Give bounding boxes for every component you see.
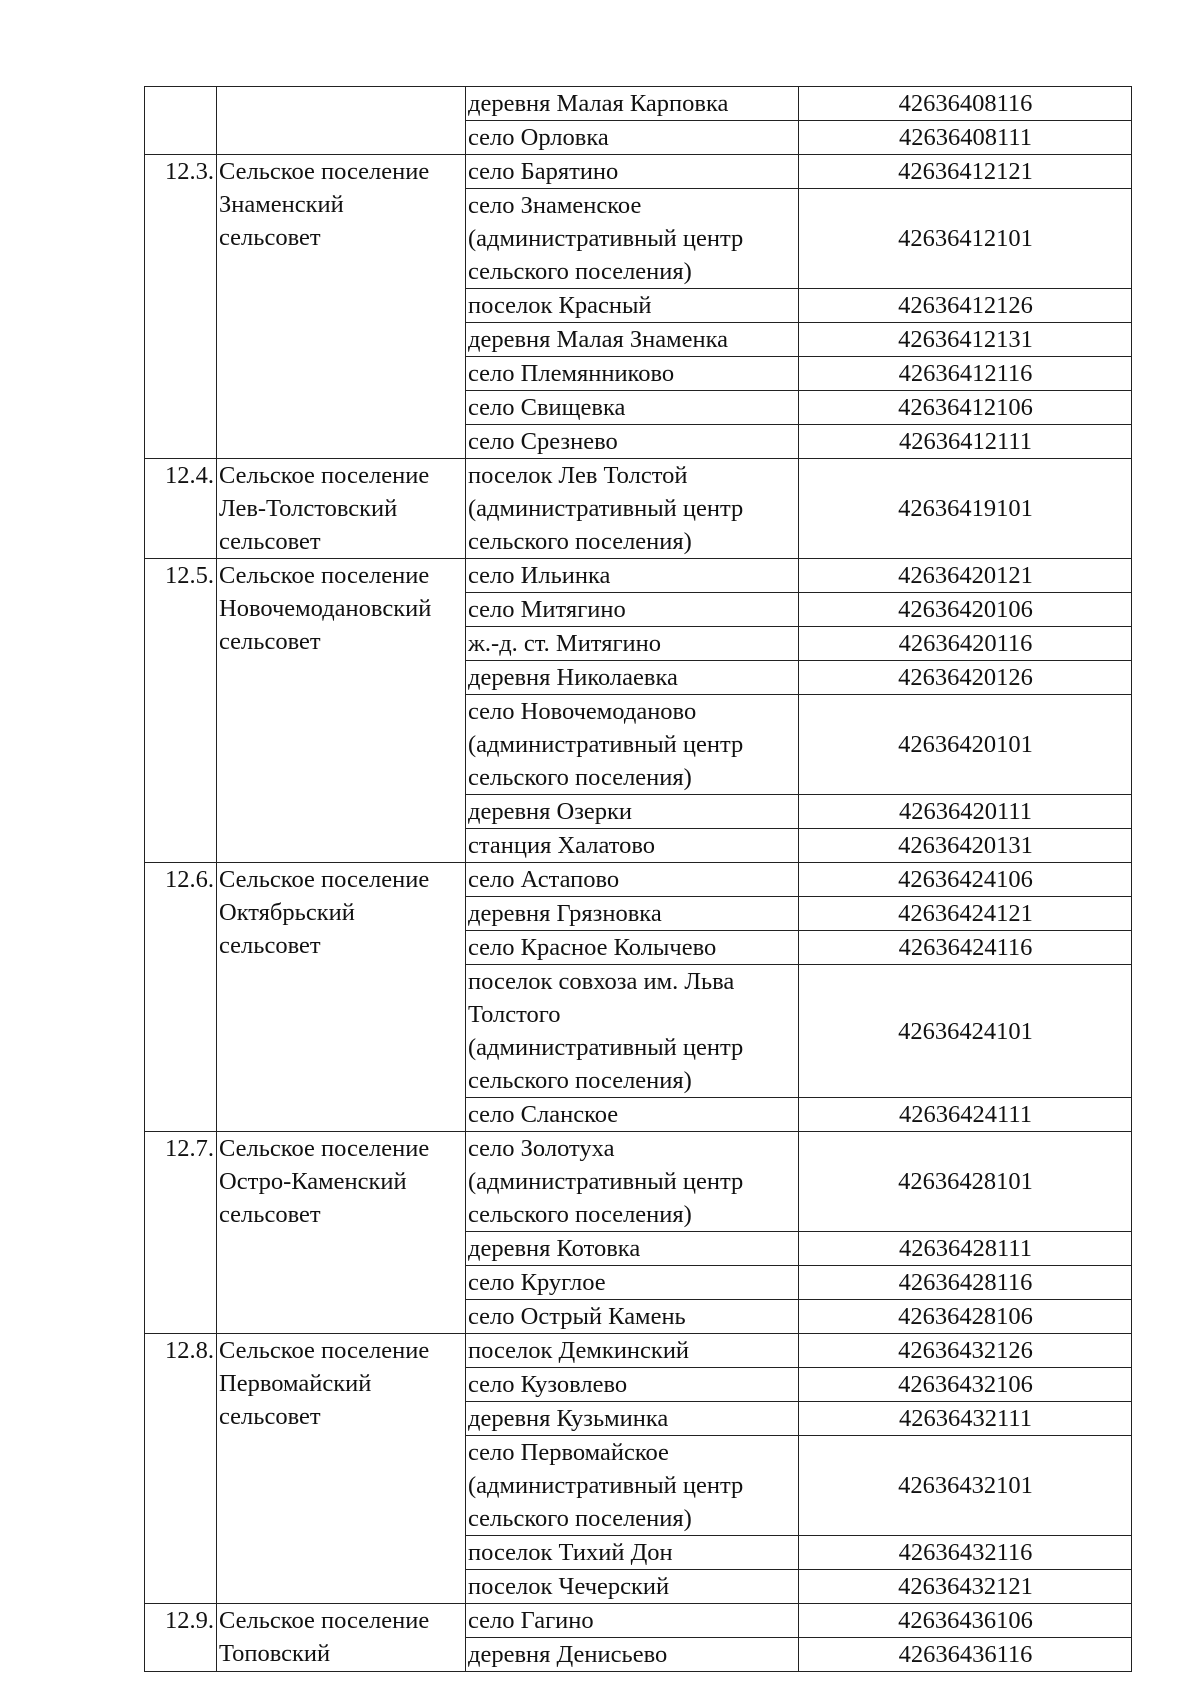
oktmo-code-cell: 42636424116 — [799, 931, 1132, 965]
locality-name-line: село Золотуха — [468, 1135, 615, 1162]
oktmo-code-cell: 42636424111 — [799, 1098, 1132, 1132]
locality-name-cell — [466, 863, 799, 897]
settlement-name-line: Сельское поселение — [219, 866, 430, 893]
locality-name-line: сельского поселения) — [468, 258, 692, 285]
oktmo-code-cell: 42636412131 — [799, 323, 1132, 357]
locality-name-cell — [466, 1638, 799, 1672]
table-row — [145, 1132, 1132, 1232]
settlement-code-table — [144, 86, 1132, 1672]
locality-name-cell — [466, 357, 799, 391]
settlement-name-line: сельсовет — [219, 932, 321, 959]
settlement-name-line: Первомайский — [219, 1370, 372, 1397]
locality-name-line: село Острый Камень — [468, 1303, 686, 1330]
locality-name-line: село Красное Колычево — [468, 934, 717, 961]
oktmo-code-cell: 42636428116 — [799, 1266, 1132, 1300]
locality-name-cell — [466, 289, 799, 323]
locality-name-line: деревня Денисьево — [468, 1641, 668, 1668]
locality-name-cell — [466, 1402, 799, 1436]
oktmo-code-cell: 42636420126 — [799, 661, 1132, 695]
oktmo-code-cell: 42636408111 — [799, 121, 1132, 155]
table-row — [145, 559, 1132, 593]
locality-name-cell — [466, 1232, 799, 1266]
locality-name-cell — [466, 965, 799, 1098]
settlement-name-line: сельсовет — [219, 224, 321, 251]
oktmo-code-cell: 42636428106 — [799, 1300, 1132, 1334]
locality-name-cell — [466, 87, 799, 121]
table-body — [145, 87, 1132, 1672]
oktmo-code-cell: 42636412116 — [799, 357, 1132, 391]
settlement-name-cell — [217, 87, 466, 155]
section-number: 12.4. — [145, 459, 217, 559]
locality-name-line: село Знаменское — [468, 192, 642, 219]
locality-name-cell — [466, 593, 799, 627]
locality-name-line: село Племянниково — [468, 360, 675, 387]
oktmo-code-cell: 42636419101 — [799, 459, 1132, 559]
settlement-name-cell — [217, 1604, 466, 1672]
locality-name-cell — [466, 1570, 799, 1604]
oktmo-code-cell: 42636432116 — [799, 1536, 1132, 1570]
locality-name-line: село Новочемоданово — [468, 698, 697, 725]
locality-name-line: село Орловка — [468, 124, 609, 151]
locality-name-line: село Ильинка — [468, 562, 611, 589]
settlement-name-line: Знаменский — [219, 191, 344, 218]
settlement-name-line: Сельское поселение — [219, 1135, 430, 1162]
settlement-name-line: Сельское поселение — [219, 158, 430, 185]
locality-name-cell — [466, 459, 799, 559]
locality-name-cell — [466, 661, 799, 695]
locality-name-line: поселок Чечерский — [468, 1573, 670, 1600]
oktmo-code-cell: 42636420121 — [799, 559, 1132, 593]
locality-name-cell — [466, 695, 799, 795]
oktmo-code-cell: 42636432111 — [799, 1402, 1132, 1436]
oktmo-code-cell: 42636412126 — [799, 289, 1132, 323]
locality-name-line: Толстого — [468, 1001, 561, 1028]
locality-name-line: (административный центр — [468, 1034, 744, 1061]
locality-name-line: село Первомайское — [468, 1439, 669, 1466]
section-number: 12.5. — [145, 559, 217, 863]
oktmo-code-cell: 42636412106 — [799, 391, 1132, 425]
settlement-name-line: сельсовет — [219, 1201, 321, 1228]
oktmo-code-cell: 42636424121 — [799, 897, 1132, 931]
locality-name-cell — [466, 897, 799, 931]
locality-name-line: село Срезнево — [468, 428, 618, 455]
settlement-name-line: Сельское поселение — [219, 1607, 430, 1634]
locality-name-line: село Круглое — [468, 1269, 606, 1296]
oktmo-code-cell: 42636436116 — [799, 1638, 1132, 1672]
locality-name-line: сельского поселения) — [468, 1067, 692, 1094]
locality-name-cell — [466, 559, 799, 593]
settlement-name-cell — [217, 559, 466, 863]
locality-name-line: сельского поселения) — [468, 528, 692, 555]
oktmo-code-cell: 42636408116 — [799, 87, 1132, 121]
settlement-name-line: сельсовет — [219, 628, 321, 655]
locality-name-line: поселок совхоза им. Льва — [468, 968, 735, 995]
settlement-name-line: Сельское поселение — [219, 562, 430, 589]
oktmo-code-cell: 42636420131 — [799, 829, 1132, 863]
locality-name-cell — [466, 1604, 799, 1638]
section-number: 12.7. — [145, 1132, 217, 1334]
locality-name-cell — [466, 189, 799, 289]
oktmo-code-cell: 42636420116 — [799, 627, 1132, 661]
table-row — [145, 1334, 1132, 1368]
settlement-name-cell — [217, 459, 466, 559]
settlement-name-cell — [217, 155, 466, 459]
settlement-name-line: сельсовет — [219, 1403, 321, 1430]
locality-name-line: село Барятино — [468, 158, 619, 185]
settlement-name-line: Остро-Каменский — [219, 1168, 407, 1195]
locality-name-line: поселок Лев Толстой — [468, 462, 688, 489]
section-number — [145, 87, 217, 155]
locality-name-line: село Астапово — [468, 866, 620, 893]
oktmo-code-cell: 42636432126 — [799, 1334, 1132, 1368]
locality-name-line: сельского поселения) — [468, 1201, 692, 1228]
locality-name-line: деревня Котовка — [468, 1235, 641, 1262]
oktmo-code-cell: 42636424106 — [799, 863, 1132, 897]
locality-name-cell — [466, 1334, 799, 1368]
settlement-name-line: Лев-Толстовский — [219, 495, 398, 522]
oktmo-code-cell: 42636420106 — [799, 593, 1132, 627]
settlement-name-cell — [217, 1132, 466, 1334]
locality-name-cell — [466, 425, 799, 459]
oktmo-code-cell: 42636428111 — [799, 1232, 1132, 1266]
oktmo-code-cell: 42636420101 — [799, 695, 1132, 795]
locality-name-line: деревня Грязновка — [468, 900, 662, 927]
section-number: 12.6. — [145, 863, 217, 1132]
settlement-name-cell — [217, 863, 466, 1132]
section-number: 12.9. — [145, 1604, 217, 1672]
locality-name-cell — [466, 1436, 799, 1536]
locality-name-line: (административный центр — [468, 731, 744, 758]
table-row — [145, 1604, 1132, 1638]
locality-name-cell — [466, 795, 799, 829]
oktmo-code-cell: 42636412121 — [799, 155, 1132, 189]
locality-name-cell — [466, 155, 799, 189]
locality-name-line: село Кузовлево — [468, 1371, 628, 1398]
locality-name-cell — [466, 323, 799, 357]
oktmo-code-cell: 42636432101 — [799, 1436, 1132, 1536]
settlement-name-line: Топовский — [219, 1640, 331, 1667]
table-row — [145, 459, 1132, 559]
section-number: 12.3. — [145, 155, 217, 459]
locality-name-cell — [466, 121, 799, 155]
locality-name-line: село Митягино — [468, 596, 626, 623]
locality-name-line: деревня Озерки — [468, 798, 633, 825]
locality-name-cell — [466, 1536, 799, 1570]
settlement-name-line: сельсовет — [219, 528, 321, 555]
oktmo-code-cell: 42636420111 — [799, 795, 1132, 829]
locality-name-cell — [466, 391, 799, 425]
locality-name-line: деревня Малая Карповка — [468, 90, 729, 117]
locality-name-cell — [466, 1132, 799, 1232]
locality-name-cell — [466, 627, 799, 661]
settlement-name-line: Октябрьский — [219, 899, 355, 926]
locality-name-line: поселок Красный — [468, 292, 652, 319]
locality-name-line: сельского поселения) — [468, 1505, 692, 1532]
locality-name-line: село Свищевка — [468, 394, 626, 421]
locality-name-line: поселок Тихий Дон — [468, 1539, 673, 1566]
table-row — [145, 863, 1132, 897]
oktmo-code-cell: 42636424101 — [799, 965, 1132, 1098]
locality-name-cell — [466, 1266, 799, 1300]
locality-name-line: поселок Демкинский — [468, 1337, 690, 1364]
locality-name-line: ж.-д. ст. Митягино — [468, 630, 661, 657]
settlement-name-cell — [217, 1334, 466, 1604]
settlement-name-line: Сельское поселение — [219, 462, 430, 489]
oktmo-code-cell: 42636412101 — [799, 189, 1132, 289]
oktmo-code-cell: 42636412111 — [799, 425, 1132, 459]
settlement-name-line: Сельское поселение — [219, 1337, 430, 1364]
locality-name-cell — [466, 829, 799, 863]
oktmo-code-cell: 42636432106 — [799, 1368, 1132, 1402]
locality-name-line: деревня Николаевка — [468, 664, 678, 691]
oktmo-code-cell: 42636428101 — [799, 1132, 1132, 1232]
locality-name-line: сельского поселения) — [468, 764, 692, 791]
oktmo-code-cell: 42636432121 — [799, 1570, 1132, 1604]
locality-name-cell — [466, 1368, 799, 1402]
locality-name-line: деревня Кузьминка — [468, 1405, 669, 1432]
settlement-name-line: Новочемодановский — [219, 595, 432, 622]
locality-name-cell — [466, 1300, 799, 1334]
locality-name-line: село Сланское — [468, 1101, 619, 1128]
locality-name-line: село Гагино — [468, 1607, 594, 1634]
locality-name-line: (административный центр — [468, 225, 744, 252]
table-row — [145, 87, 1132, 121]
locality-name-line: (административный центр — [468, 495, 744, 522]
locality-name-cell — [466, 931, 799, 965]
locality-name-cell — [466, 1098, 799, 1132]
locality-name-line: (административный центр — [468, 1472, 744, 1499]
table-row — [145, 155, 1132, 189]
locality-name-line: станция Халатово — [468, 832, 656, 859]
locality-name-line: деревня Малая Знаменка — [468, 326, 729, 353]
section-number: 12.8. — [145, 1334, 217, 1604]
locality-name-line: (административный центр — [468, 1168, 744, 1195]
oktmo-code-cell: 42636436106 — [799, 1604, 1132, 1638]
